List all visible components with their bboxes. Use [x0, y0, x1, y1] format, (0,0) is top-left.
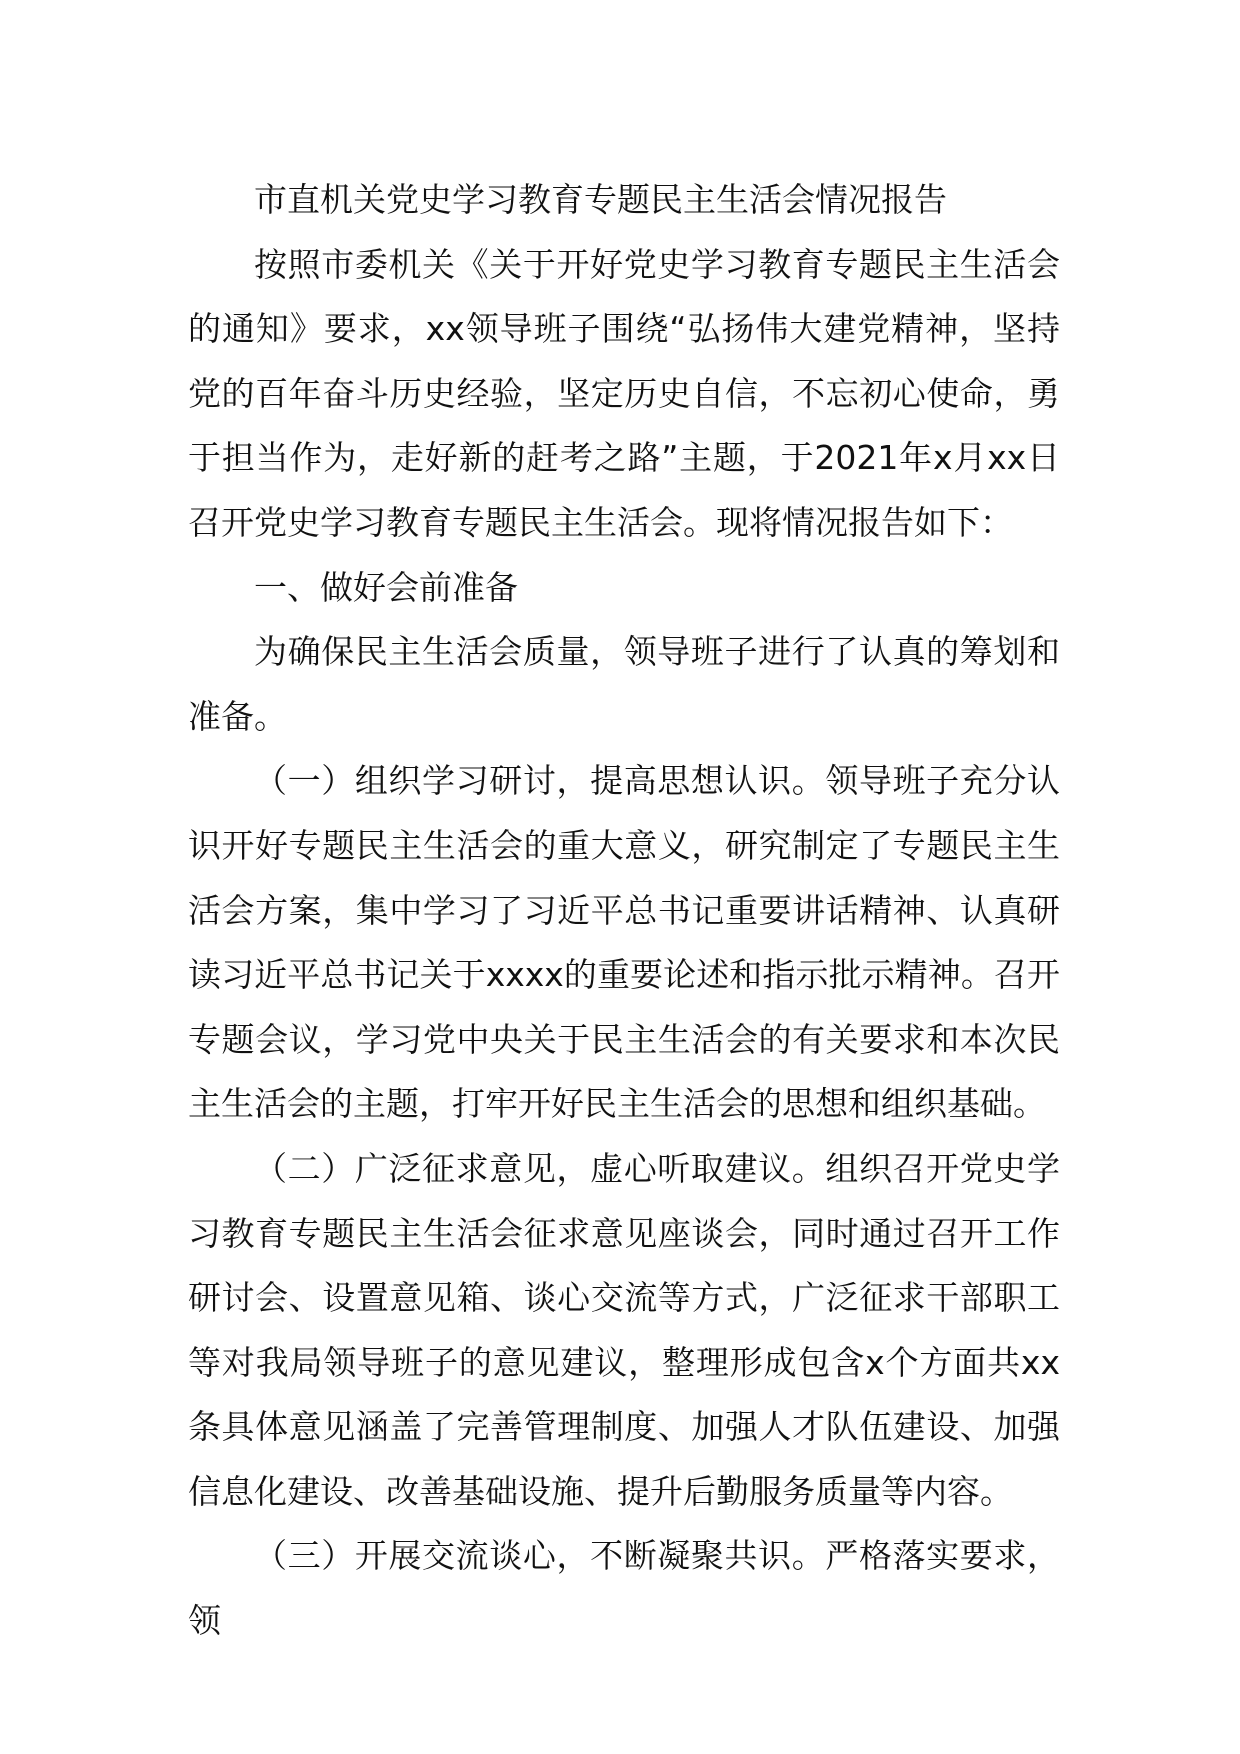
section-heading-1: 一、做好会前准备 [254, 567, 518, 607]
subsection-3-paragraph: （三）开展交流谈心，不断凝聚共识。严格落实要求，领 [188, 1536, 1060, 1641]
subsection-1-paragraph: （一）组织学习研讨，提高思想认识。领导班子充分认识开好专题民主生活会的重大意义，研究制定了专题民主生活会方案，集中学习了习近平总书记重要讲话精神、认真研读习近平总书记关于xxxx的重要论述和指示批示精神。召开专题会议，学习党中央关于民主生活会的有关要求和本次民主生活会的主题，打牢开好民主生活会的思想和组织基础。 [188, 761, 1060, 1124]
section-1-intro-paragraph: 为确保民主生活会质量，领导班子进行了认真的筹划和准备。 [188, 632, 1060, 736]
intro-paragraph: 按照市委机关《关于开好党史学习教育专题民主生活会的通知》要求，xx领导班子围绕“弘扬伟大建党精神，坚持党的百年奋斗历史经验，坚定历史自信，不忘初心使命，勇于担当作为，走好新的赶考之路”主题，于2021年x月xx日召开党史学习教育专题民主生活会。现将情况报告如下： [188, 244, 1060, 542]
document-title: 市直机关党史学习教育专题民主生活会情况报告 [254, 180, 947, 219]
subsection-2-paragraph: （二）广泛征求意见，虚心听取建议。组织召开党史学习教育专题民主生活会征求意见座谈会，同时通过召开工作研讨会、设置意见箱、谈心交流等方式，广泛征求干部职工等对我局领导班子的意见建议，整理形成包含x个方面共xx条具体意见涵盖了完善管理制度、加强人才队伍建设、加强信息化建设、改善基础设施、提升后勤服务质量等内容。 [188, 1148, 1060, 1511]
